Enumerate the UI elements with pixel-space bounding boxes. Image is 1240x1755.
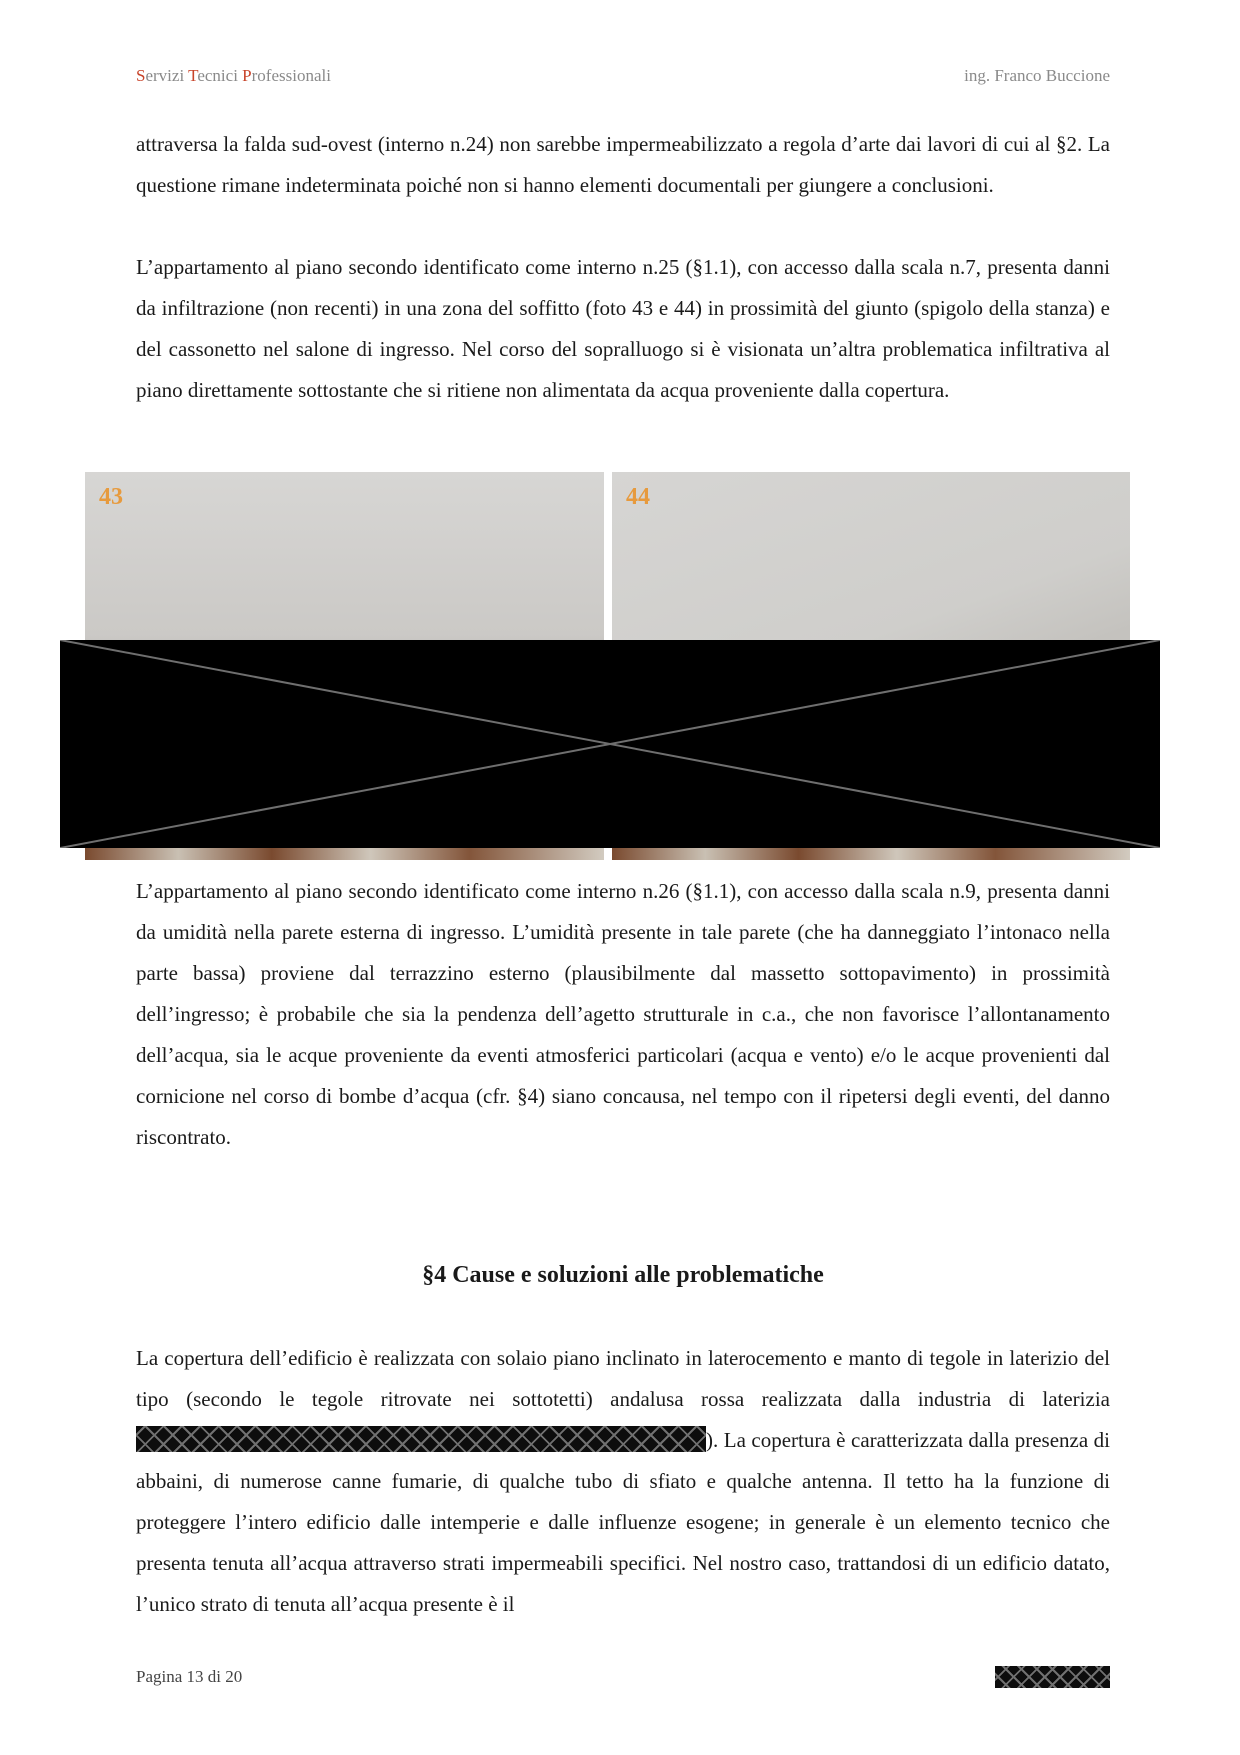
photo-window-frame bbox=[612, 846, 1130, 860]
brand-word-3: rofessionali bbox=[251, 66, 331, 85]
photo-label: 44 bbox=[626, 484, 650, 510]
paragraph-middle: L’appartamento al piano secondo identificato come interno n.26 (§1.1), con accesso dalla scala n.9, presenta danni da umidità nella parete esterna di ingresso. L’umidità presente in tale parete (che ha danneggiato l’intonaco nella parte bassa) proviene dal terrazzino esterno (plausibilmente dal massetto sottopavimento) in prossimità dell’ingresso; è probabile che sia la pendenza dell’agetto strutturale in c.a., che non favorisce l’allontanamento dell’acqua, sia le acque proveniente da eventi atmosferici particolari (acqua e vento) e/o le acque provenienti dal cornicione nel corso di bombe d’acqua (cfr. §4) siano concausa, nel tempo con il ripetersi degli eventi, del danno riscontrato. bbox=[136, 879, 1110, 1149]
paragraph-section-end: ). La copertura è caratterizzata dalla presenza di abbaini, di numerose canne fumarie, di qualche tubo di sfiato e qualche antenna. Il tetto ha la funzione di proteggere l’intero edificio dalle intemperie e dalle influenze esogene; in generale è un elemento tecnico che presenta tenuta all’acqua attraverso strati impermeabili specifici. Nel nostro caso, trattandosi di un edificio datato, l’unico strato di tenuta all’acqua presente è il bbox=[136, 1428, 1110, 1616]
page-number: Pagina 13 di 20 bbox=[136, 1667, 243, 1686]
redaction-box-photos bbox=[60, 640, 1160, 848]
page-footer bbox=[136, 1667, 1110, 1691]
paragraph-top-1: attraversa la falda sud-ovest (interno n.24) non sarebbe impermeabilizzato a regola d’arte dai lavori di cui al §2. La questione rimane indeterminata poiché non si hanno elementi documentali per giungere a conclusioni. bbox=[136, 132, 1110, 197]
author-name: ing. Franco Buccione bbox=[964, 66, 1110, 85]
redaction-inline bbox=[136, 1426, 706, 1452]
brand-word-2: ecnici bbox=[197, 66, 238, 85]
page-header bbox=[136, 66, 1110, 92]
section-title: §4 Cause e soluzioni alle problematiche bbox=[422, 1262, 824, 1288]
brand-name: Servizi Tecnici Professionali bbox=[136, 66, 331, 85]
brand-word-1: ervizi bbox=[145, 66, 185, 85]
paragraph-section bbox=[136, 1338, 1110, 1625]
photo-window-frame bbox=[85, 846, 604, 860]
paragraph-section-start: La copertura dell’edificio è realizzata con solaio piano inclinato in laterocemento e manto di tegole in laterizio del tipo (secondo le tegole ritrovate nei sottotetti) andalusa rossa realizzata dalla industria di laterizia bbox=[136, 1346, 1110, 1411]
paragraph-top-2: L’appartamento al piano secondo identificato come interno n.25 (§1.1), con accesso dalla scala n.7, presenta danni da infiltrazione (non recenti) in una zona del soffitto (foto 43 e 44) in prossimità del giunto (spigolo della stanza) e del cassonetto nel salone di ingresso. Nel corso del sopralluogo si è visionata un’altra problematica infiltrativa al piano direttamente sottostante che si ritiene non alimentata da acqua proveniente dalla copertura. bbox=[136, 255, 1110, 402]
photo-label: 43 bbox=[99, 484, 123, 510]
redaction-footer bbox=[995, 1666, 1110, 1688]
